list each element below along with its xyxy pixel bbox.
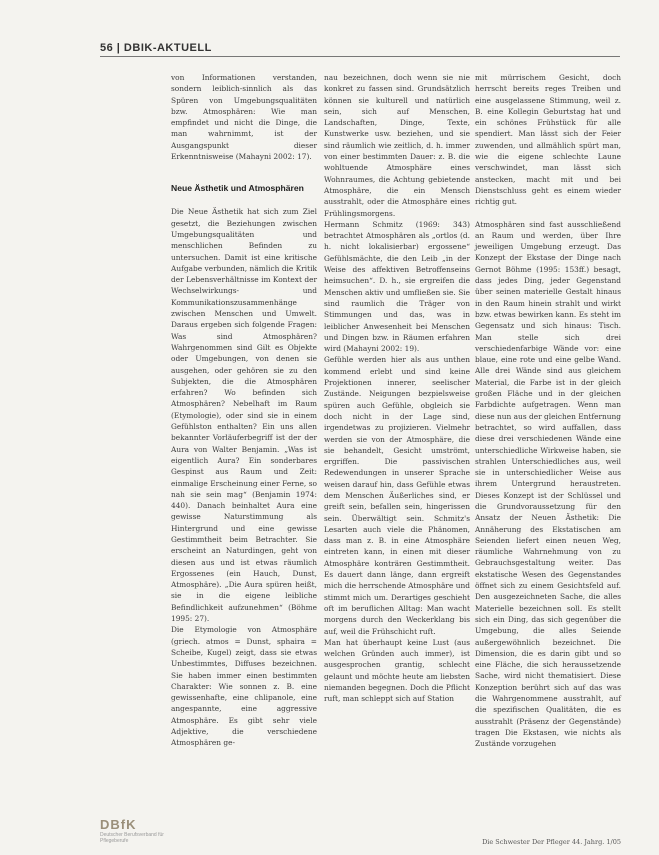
logo-mark: DBfK [100,817,137,832]
running-head: 56 | DBIK-AKTUELL [100,42,212,54]
body-paragraph: Man hat überhaupt keine Lust (aus welchen Gründen auch immer), ist ausgesprochen grantig, schlecht gelaunt und möchte heute am liebsten niemanden begegnen. Doch die Pflicht ruft, man schleppt sich auf Station [324,637,470,704]
body-paragraph: mit mürrischem Gesicht, doch herrscht bereits reges Treiben und eine ausgelassene Stimmung, weil z. B. eine Kollegin Geburtstag hat und ein schönes Frühstück für alle spendiert. Man lässt sich der Feier zuwenden, und allmählich spürt man, wie die eigene schlechte Laune verschwindet, man lässt sich anstecken, macht mit und bei Dienstschluss geht es einem wieder richtig gut. [475,73,621,207]
body-paragraph: Die Neue Ästhetik hat sich zum Ziel gesetzt, die Beziehungen zwischen Umgebungsqualitäten und menschlichen Befinden zu untersuchen. Damit ist eine kritische Aufgabe verbunden, nämlich die Kritik der Lebensverhältnisse im Kontext der Wechselwirkungs- und Kommunikationszusammenhänge zwischen Menschen und Umwelt. Daraus ergeben sich folgende Fragen: Was sind Atmosphären? Wahrgenommen sind Gilt es Objekte oder Umgebungen, von denen sie ausgehen, oder gehören sie zu den Subjekten, die die Atmosphären erfahren? Wo befinden sich Atmosphären? Nebelhaft im Raum (Etymologie), oder sind sie in einem Gefühlston enthalten? Ein uns allen bekannter Vorläuferbegriff ist der der Aura von Walter Benjamin. „Was ist eigentlich Aura? Ein sonderbares Gespinst aus Raum und Zeit: einmalige Erscheinung einer Ferne, so nah sie sein mag“ (Benjamin 1974: 440). Danach beinhaltet Aura eine gewisse Naturstimmung als Hintergrund und eine gewisse Gestimmtheit beim Betrachter. Sie erscheint an Naturdingen, geht von diesen aus und ist etwas räumlich Ergossenes (ein Hauch, Dunst, Atmosphäre). „Die Aura spüren heißt, sie in die eigene leibliche Befindlichkeit aufzunehmen“ (Böhme 1995: 27). [171,207,317,624]
body-paragraph: Gefühle werden hier als aus unthen kommend erlebt und sind keine Projektionen innerer, seelischer Zustände. Neigungen bezpielsweise spüren auch Gefühle, obgleich sie doch nicht in der Lage sind, irgendetwas zu projizieren. Vielmehr werden sie von der Atmosphäre, die sie behandelt, Gesicht umströmt, ergriffen. Die passivischen Redewendungen in unserer Sprache weisen darauf hin, dass Gefühle etwas dem Menschen Äußerliches sind, er greift sein, befallen sein, hingerissen sein. Überwältigt sein. Schmitz's Lesarten auch viele die Phänomen, dass man z. B. in eine Atmosphäre eintreten kann, in einen mit dieser Atmosphäre konträren Gestimmtheit. Es dauert dann länge, dann ergreift mich die herrschende Atmosphäre und stimmt mich um. Derartiges geschieht oft im beruflichen Alltag: Man wacht morgens durch den Weckerklang bis auf, weil die Frühschicht ruft. [324,355,470,636]
intro-paragraph: von Informationen verstanden, sondern leiblich-sinnlich als das Spüren von Umgebungsqualitäten bzw. Atmosphären: Wie man empfindet und nicht die Dinge, die man wahrnimmt, ist der Ausgangspunkt dieser Erkenntnisweise (Mahayni 2002: 17). [171,73,317,162]
publisher-logo [100,818,180,842]
body-paragraph: nau bezeichnen, doch wenn sie nie konkret zu fassen sind. Grundsätzlich können sie kulturell und natürlich sein, sich auf Menschen, Landschaften, Dinge, Texte, Kunstwerke usw. beziehen, und sie sind räumlich wie zeitlich, d. h. immer von einer bestimmten Dauer: z. B. die wohltuende Atmosphäre eines Wohnraumes, die Achtung gebietende Atmosphäre, die ein Mensch ausstrahlt, oder die Atmosphäre eines Frühlingsmorgens. [324,73,470,218]
section-heading: Neue Ästhetik und Atmosphären [171,183,304,194]
body-paragraph: Hermann Schmitz (1969: 343) betrachtet Atmosphären als „ortlos (d. h. nicht lokalisierbar) ergossene“ Gefühlsmächte, die den Leib „in der Weise des affektiven Betroffenseins heimsuchen“. D. h., sie ergreifen die Menschen aktiv und umfließen sie. Sie sind raumlich die Träger von Stimmungen und das, was in leiblicher Anwesenheit bei Menschen und Dingen bzw. in Räumen erfahren wird (Mahayni 2002: 19). [324,219,470,354]
body-paragraph: Die Etymologie von Atmosphäre (griech. atmos = Dunst, sphaira = Scheibe, Kugel) zeigt, dass sie etwas Unbestimmtes, Diffuses bezeichnen. Sie haben immer einen bestimmten Charakter: Wie sonnen z. B. eine gewissenhafte, eine chlipanole, eine angespannte, eine aggressive Atmosphäre. Es gibt sehr viele Adjektive, die verschiedene Atmosphären ge- [171,625,317,748]
header-rule [100,56,620,57]
body-paragraph: Atmosphären sind fast ausschließend an Raum und werden, über Ihre jeweiligen Umgebung erzeugt. Das Konzept der Ekstase der Dinge nach Gernot Böhme (1995: 153ff.) besagt, dass jedes Ding, jeder Gegenstand über seinen materielle Gestalt hinaus in den Raum hinein strahlt und wirkt bzw. etwas bewirken kann. Es steht im Gegensatz und sich hinaus: Tisch. Man stelle sich drei verschiedenfarbige Wände vor: eine blaue, eine rote und eine gelbe Wand. Alle drei Wände sind aus gleichem Material, die Farbe ist in der gleich großen Fläche und in der gleichen Farbdichte aufgetragen. Wenn man diese nun aus der gleichen Entfernung betrachtet, so wird auffallen, dass diese drei verschiedenen Wände eine unterschiedliche Wirkweise haben, sie strahlen Unterschiedliches aus, weil sie in unterschiedlicher Weise aus ihrem Untergrund heraustreten. Dieses Konzept ist der Schlüssel und die Grundvoraussetzung für den Ansatz der Neuen Ästhetik: Die Annäherung des Ekstatischen am Seienden liefert einen neuen Weg, räumliche Wahrnehmung von zu Gebrauchsgestaltung weiter. Das ekstatische Wesen des Gegenstandes öffnet sich zu einem Gesichtsfeld auf. Den ausgezeichneten Sache, die alles Materielle bezeichnen soll. Es stellt sich ein Ding, das sich gegenüber die Umgebung, die alles Seiende außergewöhnlich bezeichnet. Die Dimension, die es darin gibt und so eine Fläche, die sich heraussetzende Sache, wird nicht thematisiert. Diese Konzeption berührt sich auf das was die Wahrgenommene ausstrahlt, auf die spezifischen Qualitäten, die es ausstrahlt (Präsenz der Gegenstände) tragen Die Ekstasen, wie nichts als Zustände vorzugehen [475,219,621,749]
page-footer-reference: Die Schwester Der Pfleger 44. Jahrg. 1/05 [482,838,621,846]
column-2 [324,72,470,705]
column-3 [475,72,621,750]
column-1 [171,72,317,749]
logo-subtitle: Deutscher Berufsverband für Pflegeberufe [100,832,164,844]
